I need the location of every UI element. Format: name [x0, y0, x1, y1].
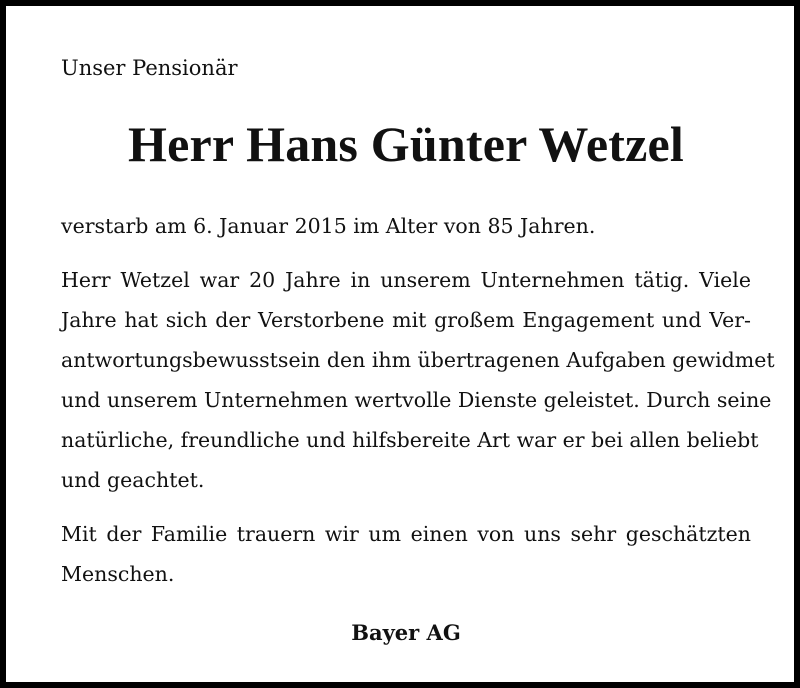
- tribute-paragraph: [61, 260, 775, 500]
- tribute-line: und geachtet.: [61, 468, 205, 492]
- tribute-line: natürliche, freundliche und hilfsbereite Art war er bei allen beliebt: [61, 428, 759, 452]
- tribute-line: und unserem Unternehmen wertvolle Dienste geleistet. Durch seine: [61, 388, 772, 412]
- death-announcement: [61, 206, 751, 246]
- deceased-name: Herr Hans Günter Wetzel: [128, 116, 684, 172]
- death-line: verstarb am 6. Januar 2015 im Alter von 85 Jahren.: [61, 214, 596, 238]
- intro-text: Unser Pensionär: [61, 56, 238, 80]
- tribute-line: antwortungsbewusstsein den ihm übertragenen Aufgaben gewidmet: [61, 348, 775, 372]
- tribute-line: Herr Wetzel war 20 Jahre in unserem Unternehmen tätig. Viele: [61, 268, 751, 292]
- closing-line: Menschen.: [61, 562, 175, 586]
- closing-line: Mit der Familie trauern wir um einen von uns sehr geschätzten: [61, 522, 751, 546]
- closing-paragraph: [61, 514, 751, 594]
- tribute-line: Jahre hat sich der Verstorbene mit großem Engagement und Ver-: [61, 308, 751, 332]
- company-signature: Bayer AG: [351, 620, 461, 645]
